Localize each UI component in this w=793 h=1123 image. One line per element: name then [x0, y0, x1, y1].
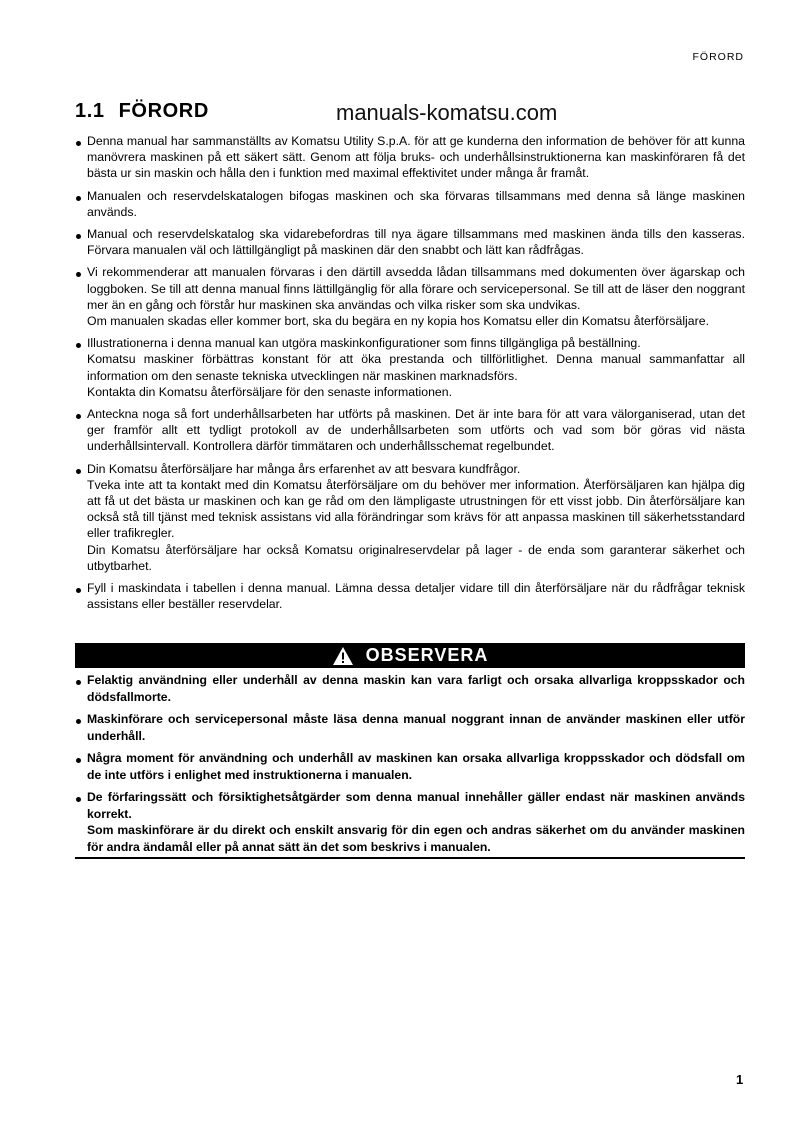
warning-bullet-list — [75, 672, 745, 855]
warning-bullet-2 — [75, 711, 745, 744]
intro-bullet-2 — [75, 188, 745, 220]
section-number: 1.1 — [75, 100, 105, 122]
section-title — [75, 100, 209, 123]
intro-content — [75, 133, 745, 618]
bullet-text: Tveka inte att ta kontakt med din Komatsu återförsäljare om du behöver mer information. Återförsäljaren kan hjälpa dig att få ut det bästa ur maskinen och kan ge råd om den lämpligaste utrustningen för ett visst jobb. Din återförsäljare kan också stå till tjänst med teknisk assistans vid alla förändringar som krävs för att anpassa maskinen till säkerhetsstandard eller trafikregler. — [87, 477, 745, 541]
bullet-text: Manual och reservdelskatalog ska vidarebefordras till nya ägare tillsammans med maskinen ända tills den kasseras. Förvara manualen väl och lättillgängligt på maskinen där den snabbt och lätt kan rådfrågas. — [87, 227, 745, 258]
warning-bullet-1 — [75, 672, 745, 705]
bullet-text: Felaktig användning eller underhåll av denna maskin kan vara farligt och orsaka allvarliga kroppsskador och dödsfallmorte. — [87, 673, 745, 704]
intro-bullet-4 — [75, 264, 745, 329]
bullet-text: Vi rekommenderar att manualen förvaras i den därtill avsedda lådan tillsammans med dokumenten över ägarskap och loggboken. Se till att denna manual finns lättillgänglig för alla förare och servicepersonal. Se till att de läser den noggrant mer än en gång och förstår hur maskinen ska användas och vilka risker som ska undvikas. — [87, 265, 745, 312]
intro-bullet-list — [75, 133, 745, 612]
bullet-text: Manualen och reservdelskatalogen bifogas maskinen och ska förvaras tillsammans med denna så länge maskinen används. — [87, 188, 745, 219]
intro-bullet-5 — [75, 335, 745, 400]
bullet-text: Anteckna noga så fort underhållsarbeten har utförts på maskinen. Det är inte bara för att vara välorganiserad, utan det ger framför allt ett tydligt protokoll av de underhållsarbeten som utförts och vad som bör göras vid nästa underhållsintervall. Kontrollera därför timmätaren och underhållsschemat regelbundet. — [87, 407, 745, 454]
intro-bullet-6 — [75, 406, 745, 455]
warning-bullet-4 — [75, 789, 745, 855]
intro-bullet-1 — [75, 133, 745, 182]
bullet-text: Som maskinförare är du direkt och enskilt ansvarig för din egen och andras säkerhet om du använder maskinen för andra ändamål eller på annat sätt än det som beskrivs i manualen. — [87, 823, 745, 854]
watermark: manuals-komatsu.com — [336, 100, 558, 125]
warning-end-rule — [75, 857, 745, 859]
bullet-text: Komatsu maskiner förbättras konstant för att öka prestanda och tillförlitlighet. Denna manual sammanfattar all information om den senaste tekniska utvecklingen när maskinen marknadsförs. — [87, 352, 745, 383]
intro-bullet-3 — [75, 226, 745, 258]
bullet-text: Om manualen skadas eller kommer bort, ska du begära en ny kopia hos Komatsu eller din Komatsu återförsäljare. — [87, 314, 709, 329]
section-title-text: FÖRORD — [118, 100, 209, 122]
warning-content — [75, 672, 745, 861]
warning-bullet-3 — [75, 750, 745, 783]
bullet-text: Fyll i maskindata i tabellen i denna manual. Lämna dessa detaljer vidare till din återförsäljare när du rådfrågar teknisk assistans eller beställer reservdelar. — [87, 581, 745, 612]
intro-bullet-8 — [75, 580, 745, 612]
page-number: 1 — [736, 1072, 744, 1087]
running-header: FÖRORD — [692, 51, 744, 63]
bullet-text: Illustrationerna i denna manual kan utgöra maskinkonfigurationer som finns tillgängliga på beställning. — [87, 336, 641, 351]
bullet-text: Kontakta din Komatsu återförsäljare för den senaste informationen. — [87, 384, 453, 399]
warning-banner — [75, 643, 745, 668]
bullet-text: Din Komatsu återförsäljare har också Komatsu originalreservdelar på lager - de enda som garanterar säkerhet och utbytbarhet. — [87, 542, 745, 573]
warning-title: OBSERVERA — [365, 645, 489, 665]
warning-triangle-icon — [332, 646, 354, 666]
bullet-text: Din Komatsu återförsäljare har många års erfarenhet av att besvara kundfrågor. — [87, 461, 521, 476]
intro-bullet-7 — [75, 461, 745, 574]
bullet-text: Denna manual har sammanställts av Komatsu Utility S.p.A. för att ge kunderna den information de behöver för att kunna manövrera maskinen på ett säkert sätt. Genom att följa bruks- och underhållsinstruktionerna kan maskinföraren få det bästa ur sin maskin och hålla den i funktion med maximal effektivitet under många år framåt. — [87, 134, 745, 181]
bullet-text: Maskinförare och servicepersonal måste läsa denna manual noggrant innan de använder maskinen eller utför underhåll. — [87, 712, 745, 743]
bullet-text: De förfaringssätt och försiktighetsåtgärder som denna manual innehåller gäller endast när maskinen används korrekt. — [87, 790, 745, 821]
bullet-text: Några moment för användning och underhåll av maskinen kan orsaka allvarliga kroppsskador och dödsfall om de inte utförs i enlighet med instruktionerna i manualen. — [87, 751, 745, 782]
